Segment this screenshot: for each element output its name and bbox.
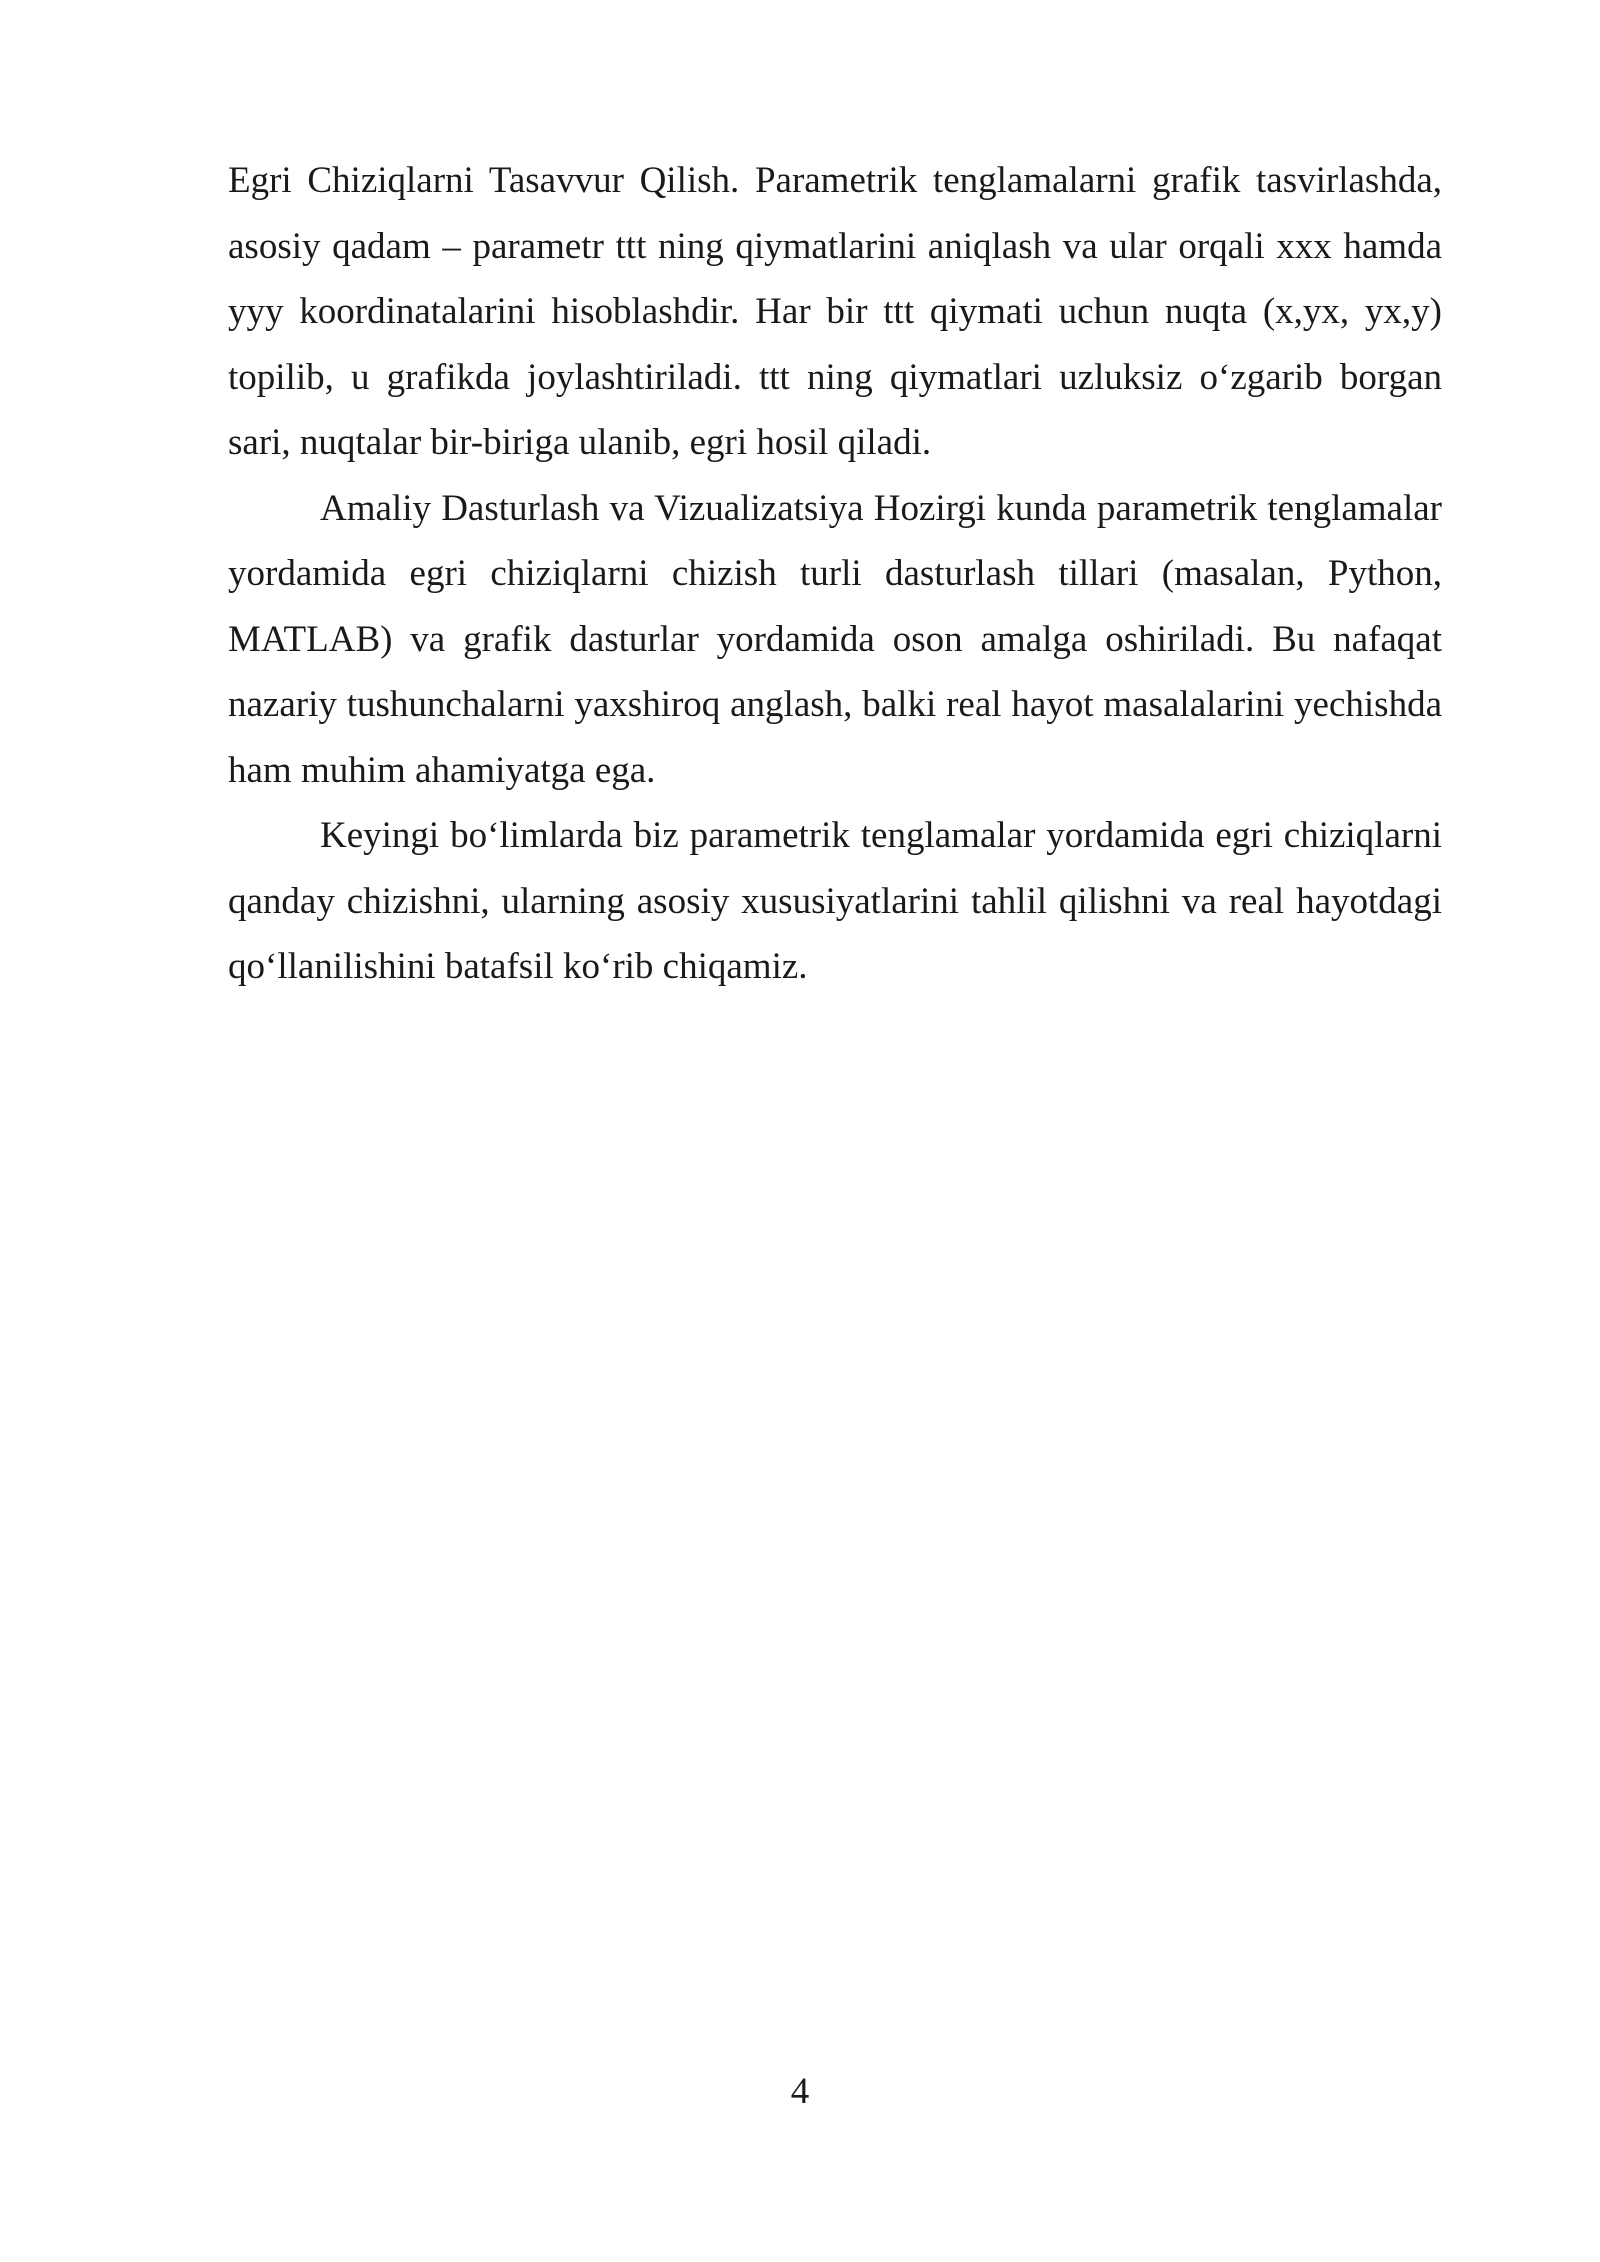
page-number: 4 <box>790 2071 810 2112</box>
paragraph-curve-visualization: Egri Chiziqlarni Tasavvur Qilish. Parametrik tenglamalarni grafik tasvirlashda, asosiy qadam – parametr ttt ning qiymatlarini aniqlash va ular orqali xxx hamda yyy koordinatalarini hisoblashdir. Har bir ttt qiymati uchun nuqta (x,yx, yx,y) topilib, u grafikda joylashtiriladi. ttt ning qiymatlari uzluksiz o‘zgarib borgan sari, nuqtalar bir-biriga ulanib, egri hosil qiladi. <box>228 160 1442 463</box>
body-text <box>228 148 1442 1000</box>
paragraph-next-sections: Keyingi bo‘limlarda biz parametrik tenglamalar yordamida egri chiziqlarni qanday chizishni, ularning asosiy xususiyatlarini tahlil qilishni va real hayotdagi qo‘llanilishini batafsil ko‘rib chiqamiz. <box>228 815 1442 987</box>
paragraph-applied-programming: Amaliy Dasturlash va Vizualizatsiya Hozirgi kunda parametrik tenglamalar yordamida egri chiziqlarni chizish turli dasturlash tillari (masalan, Python, MATLAB) va grafik dasturlar yordamida oson amalga oshiriladi. Bu nafaqat nazariy tushunchalarni yaxshiroq anglash, balki real hayot masalalarini yechishda ham muhim ahamiyatga ega. <box>228 487 1442 791</box>
